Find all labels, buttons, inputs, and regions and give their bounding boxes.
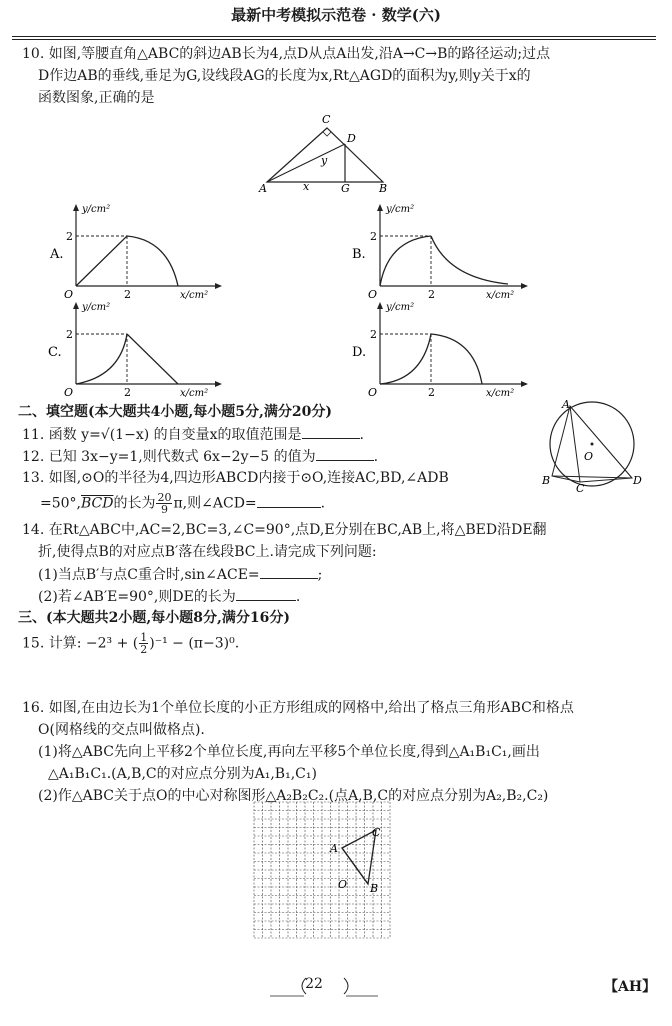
- x-axis-label: x/cm²: [180, 290, 209, 301]
- label-A: A: [562, 398, 570, 411]
- q14-line1: 14. 在Rt△ABC中,AC=2,BC=3,∠C=90°,点D,E分别在BC,AB上,将△BED沿DE翻: [22, 522, 547, 538]
- label-B: B: [379, 182, 388, 194]
- q13-circle-figure: [540, 396, 644, 492]
- x-axis-label: x/cm²: [180, 388, 209, 399]
- fraction: $\frac{1}{2}$: [140, 631, 148, 656]
- label-O: O: [584, 450, 594, 463]
- label-G: G: [341, 182, 350, 194]
- fraction: $\frac{20}{9}$: [157, 491, 172, 516]
- x-tick: 2: [428, 386, 435, 399]
- option-letter: A.: [50, 247, 64, 262]
- x-tick: 2: [428, 288, 435, 301]
- q14-line4: (2)若∠AB′E=90°,则DE的长为 .: [38, 586, 300, 607]
- label-C: C: [322, 113, 331, 126]
- q16-line4: △A₁B₁C₁.(A,B,C的对应点分别为A₁,B₁,C₁): [48, 766, 317, 782]
- label-B: B: [542, 474, 551, 487]
- label-C: C: [372, 826, 381, 839]
- label-C: C: [576, 482, 585, 492]
- q14-line2: 折,使得点B的对应点B′落在线段BC上.请完成下列问题:: [38, 544, 377, 560]
- label-A: A: [259, 182, 267, 194]
- y-tick: 2: [66, 328, 73, 341]
- label-D: D: [633, 474, 642, 487]
- y-tick: 2: [370, 328, 377, 341]
- page-number: 22: [305, 976, 323, 992]
- label-x: x: [303, 180, 310, 193]
- option-letter: B.: [352, 247, 366, 262]
- origin-label: O: [64, 288, 74, 301]
- label-B: B: [370, 882, 379, 895]
- y-axis-label: y/cm²: [386, 204, 415, 215]
- option-letter: D.: [352, 345, 367, 360]
- q10-option-c-graph: [40, 298, 240, 402]
- q10-line3: 函数图象,正确的是: [38, 90, 155, 106]
- x-tick: 2: [124, 288, 131, 301]
- q16-line1: 16. 如图,在由边长为1个单位长度的小正方形组成的网格中,给出了格点三角形ABC和格点: [22, 700, 574, 716]
- q13-line2: $=50^\circ,\overline{BCD}$的长为 $\frac{20}{9}$ π,则∠ACD= .: [40, 491, 326, 516]
- q12: 12. 已知 3x−y=1,则代数式 6x−2y−5 的值为 .: [22, 446, 378, 467]
- x-axis-label: x/cm²: [486, 290, 515, 301]
- section3-title: 三、(本大题共2小题,每小题8分,满分16分): [18, 610, 290, 626]
- section2-title: 二、填空题(本大题共4小题,每小题5分,满分20分): [18, 404, 332, 420]
- q10-line2: D作边AB的垂线,垂足为G,设线段AG的长度为x,Rt△AGD的面积为y,则y关于x的: [38, 68, 531, 84]
- y-axis-label: y/cm²: [82, 204, 111, 215]
- page-header: 最新中考模拟示范卷 · 数学(六): [231, 6, 441, 24]
- label-O: O: [338, 878, 348, 891]
- q16-grid-figure: [250, 800, 396, 940]
- y-tick: 2: [66, 230, 73, 243]
- option-letter: C.: [48, 345, 62, 360]
- q16-line2: O(网格线的交点叫做格点).: [38, 722, 205, 738]
- origin-label: O: [64, 386, 74, 399]
- q10-option-a-graph: [40, 200, 240, 304]
- x-axis-label: x/cm²: [486, 388, 515, 399]
- q13-line1: 13. 如图,⊙O的半径为4,四边形ABCD内接于⊙O,连接AC,BD,∠ADB: [22, 470, 449, 486]
- origin-label: O: [368, 386, 378, 399]
- code-badge: 【AH】: [604, 979, 657, 995]
- header-rule: [12, 36, 656, 37]
- header-rule-2: [12, 39, 656, 40]
- x-tick: 2: [124, 386, 131, 399]
- label-D: D: [347, 132, 356, 145]
- q15: 15. 计算: −2³ + ( $\frac{1}{2}$ )⁻¹ − (π−3)⁰.: [22, 631, 240, 656]
- page-number-ornament: [270, 976, 380, 998]
- q14-line3: (1)当点B′与点C重合时,sin∠ACE= ;: [38, 564, 322, 585]
- label-A: A: [330, 842, 338, 855]
- q10-option-b-graph: [348, 200, 548, 304]
- q10-triangle-figure: [255, 112, 395, 194]
- q16-line3: (1)将△ABC先向上平移2个单位长度,再向左平移5个单位长度,得到△A₁B₁C₁,画出: [38, 744, 540, 760]
- y-axis-label: y/cm²: [82, 302, 111, 313]
- y-tick: 2: [370, 230, 377, 243]
- q16-line5: (2)作△ABC关于点O的中心对称图形△A₂B₂C₂.(点A,B,C的对应点分别为A₂,B₂,C₂): [38, 788, 549, 804]
- y-axis-label: y/cm²: [386, 302, 415, 313]
- q10-option-d-graph: [348, 298, 548, 402]
- label-y: y: [321, 154, 328, 167]
- origin-label: O: [368, 288, 378, 301]
- q10-line1: 10. 如图,等腰直角△ABC的斜边AB长为4,点D从点A出发,沿A→C→B的路径运动;过点: [22, 46, 551, 62]
- arc-bcd: $\overline{BCD}$: [81, 495, 114, 512]
- q11: 11. 函数 y=√(1−x) 的自变量x的取值范围是 .: [22, 424, 364, 445]
